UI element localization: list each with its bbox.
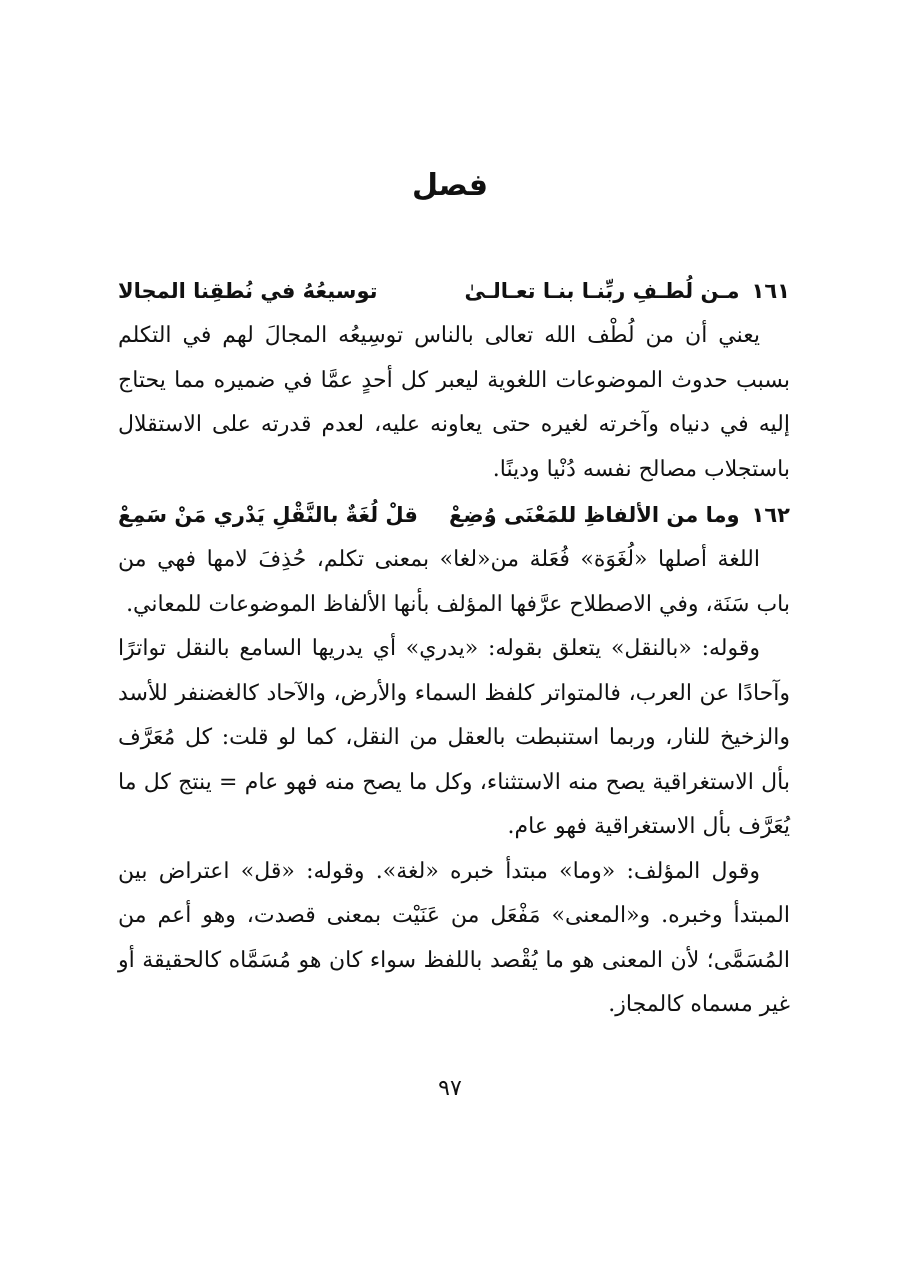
commentary-paragraph: اللغة أصلها «لُغَوَة» فُعَلة من«لغا» بمعنى تكلم، حُذِفَ لامها فهي من باب سَنَة، وفي الاصطلاح عرَّفها المؤلف بأنها الألفاظ الموضوعات للمعاني. [118,547,790,617]
verse-162 [118,492,790,538]
verse-161 [118,268,790,314]
verse-first-half: وما من الألفاظِ للمَعْنَى وُضِعْ [449,503,740,527]
verse-number: ١٦١ [751,279,790,303]
verse-second-half: توسيعُهُ في نُطقِنا المجالا [117,279,378,303]
section-title: فصل [412,168,488,203]
page-number: ٩٧ [438,1076,462,1101]
verse-second-half: قلْ لُغَةٌ بالنَّقْلِ يَدْري مَنْ سَمِعْ [117,503,418,527]
page-content [118,268,790,1028]
verse-first-half: مـن لُطـفِ ربِّنـا بنـا تعـالـىٰ [464,279,740,303]
commentary-paragraph: يعني أن من لُطْف الله تعالى بالناس توسِيعُه المجالَ لهم في التكلم بسبب حدوث الموضوعات اللغوية ليعبر كل أحدٍ عمَّا في ضميره مما يحتاج إليه في دنياه وآخرته لغيره حتى يعاونه عليه، لعدم قدرته على الاستقلال باستجلاب مصالح نفسه دُنْيا ودينًا. [118,323,790,482]
verse-number: ١٦٢ [751,503,790,527]
commentary-paragraph: وقوله: «بالنقل» يتعلق بقوله: «يدري» أي يدريها السامع بالنقل تواترًا وآحادًا عن العرب، فالمتواتر كلفظ السماء والأرض، والآحاد كالغضنفر للأسد والزخيخ للنار، وربما استنبطت بالعقل من النقل، كما لو قلت: كل مُعَرَّف بأل الاستغراقية يصح منه الاستثناء، وكل ما يصح منه فهو عام = ينتج كل ما يُعَرَّف بأل الاستغراقية فهو عام. [118,636,790,839]
commentary-paragraph: وقول المؤلف: «وما» مبتدأ خبره «لغة». وقوله: «قل» اعتراض بين المبتدأ وخبره. و«المعنى» مَفْعَل من عَنَيْت بمعنى قصدت، وهو أعم من المُسَمَّى؛ لأن المعنى هو ما يُقْصد باللفظ سواء كان هو مُسَمَّاه كالحقيقة أو غير مسماه كالمجاز. [118,858,790,1017]
